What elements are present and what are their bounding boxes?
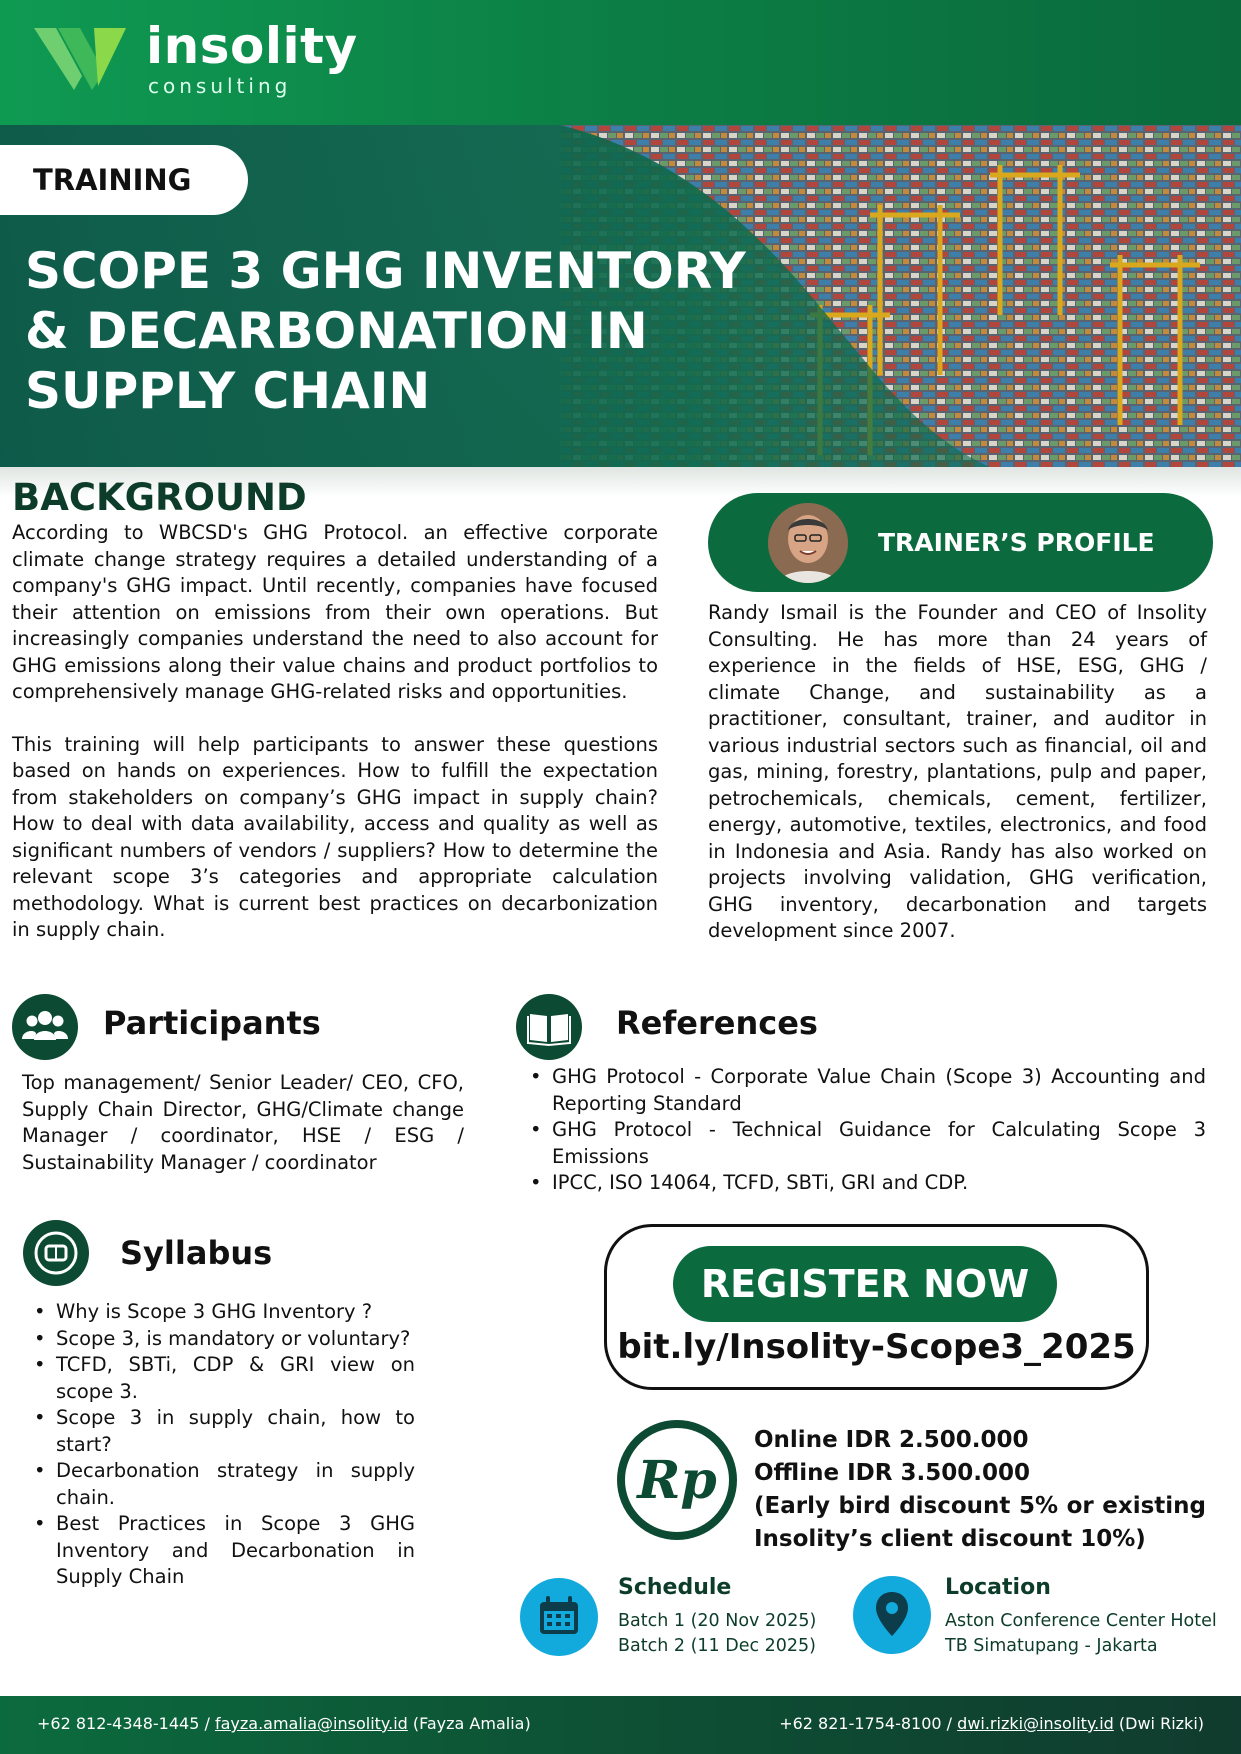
rupiah-icon: Rp (617, 1420, 737, 1540)
list-item: • Scope 3 in supply chain, how to start? (34, 1405, 415, 1458)
discount-note: (Early bird discount 5% or existing Insolity’s client discount 10%) (754, 1493, 1206, 1552)
location-line-2: TB Simatupang - Jakarta (945, 1636, 1158, 1656)
brand-subtitle: consulting (148, 74, 292, 98)
hero-banner (0, 125, 1241, 467)
syllabus-heading: Syllabus (120, 1234, 273, 1272)
header-bar (0, 0, 1241, 125)
contact-name: (Dwi Rizki) (1118, 1714, 1204, 1733)
insolity-logo-icon (34, 28, 134, 90)
list-item: • IPCC, ISO 14064, TCFD, SBTi, GRI and CDP. (530, 1170, 1206, 1197)
contact-phone: +62 812-4348-1445 / (37, 1714, 210, 1733)
contact-left (37, 1714, 531, 1733)
schedule-batch-2: Batch 2 (11 Dec 2025) (618, 1636, 817, 1656)
training-badge: TRAINING (0, 145, 248, 215)
background-paragraph-2: This training will help participants to answer these questions based on hands on experiences. How to fulfill the expectation from stakeholders on company’s GHG impact in supply chain? How to deal with data availability, access and quality as well as significant numbers of vendors / suppliers? How to determine the relevant scope 3’s categories and appropriate calculation methodology. What is current best practices on decarbonization in supply chain. (12, 732, 658, 941)
contact-name: (Fayza Amalia) (412, 1714, 531, 1733)
brand-name: insolity (146, 17, 358, 75)
list-item: • TCFD, SBTi, CDP & GRI view on scope 3. (34, 1352, 415, 1405)
register-box (604, 1224, 1149, 1390)
calendar-icon (520, 1578, 598, 1656)
location-pin-icon (853, 1576, 931, 1654)
participants-text: Top management/ Senior Leader/ CEO, CFO, Supply Chain Director, GHG/Climate change Manager / coordinator, HSE / ESG / Sustainability Manager / coordinator (22, 1071, 464, 1174)
location-line-1: Aston Conference Center Hotel (945, 1611, 1217, 1631)
syllabus-list (34, 1299, 415, 1591)
background-text (12, 520, 658, 944)
trainer-bio: Randy Ismail is the Founder and CEO of Insolity Consulting. He has more than 24 years of experience in the fields of HSE, ESG, GHG / climate Change, and sustainability as a practitioner, consultant, trainer, and auditor in various industrial sectors such as financial, oil and gas, mining, forestry, plantations, pulp and paper, petrochemicals, chemicals, cement, fertilizer, energy, automotive, textiles, electronics, and food in Indonesia and Asia. Randy has also worked on projects involving validation, GHG verification, GHG inventory, decarbonation and targets development since 2007. (708, 601, 1207, 942)
trainer-avatar (768, 503, 848, 583)
register-now-button[interactable]: REGISTER NOW (673, 1246, 1057, 1322)
page-title: SCOPE 3 GHG INVENTORY & DECARBONATION IN SUPPLY CHAIN (25, 242, 746, 420)
price-info (754, 1424, 1206, 1556)
online-price: Online IDR 2.500.000 (754, 1427, 1029, 1453)
participants-icon (12, 994, 78, 1060)
register-link[interactable]: bit.ly/Insolity-Scope3_2025 (617, 1327, 1136, 1367)
contact-email-link[interactable]: dwi.rizki@insolity.id (957, 1714, 1114, 1733)
offline-price: Offline IDR 3.500.000 (754, 1460, 1030, 1486)
list-item: • GHG Protocol - Technical Guidance for Calculating Scope 3 Emissions (530, 1117, 1206, 1170)
list-item: • GHG Protocol - Corporate Value Chain (Scope 3) Accounting and Reporting Standard (530, 1064, 1206, 1117)
list-item: • Why is Scope 3 GHG Inventory ? (34, 1299, 415, 1326)
list-item: • Scope 3, is mandatory or voluntary? (34, 1326, 415, 1353)
background-heading: BACKGROUND (12, 476, 307, 519)
schedule-heading: Schedule (618, 1575, 732, 1600)
list-item: • Best Practices in Scope 3 GHG Inventory and Decarbonation in Supply Chain (34, 1511, 415, 1591)
trainer-profile-banner (708, 493, 1213, 592)
references-heading: References (616, 1004, 818, 1042)
syllabus-icon (23, 1220, 89, 1286)
background-paragraph-1: According to WBCSD's GHG Protocol. an effective corporate climate change strategy requires a detailed understanding of a company's GHG impact. Until recently, companies have focused their attention on emissions from their own operations. But increasingly companies understand the need to also account for GHG emissions along their value chains and product portfolios to comprehensively manage GHG-related risks and opportunities. (12, 521, 658, 703)
contact-email-link[interactable]: fayza.amalia@insolity.id (214, 1714, 408, 1733)
contact-phone: +62 821-1754-8100 / (779, 1714, 953, 1733)
location-heading: Location (945, 1575, 1051, 1600)
contact-right (779, 1714, 1204, 1733)
participants-heading: Participants (103, 1004, 321, 1042)
references-list (530, 1064, 1206, 1197)
schedule-batch-1: Batch 1 (20 Nov 2025) (618, 1611, 817, 1631)
footer-contacts (0, 1696, 1241, 1754)
list-item: • Decarbonation strategy in supply chain. (34, 1458, 415, 1511)
book-icon (516, 994, 582, 1060)
trainer-profile-heading: TRAINER’S PROFILE (878, 528, 1155, 557)
